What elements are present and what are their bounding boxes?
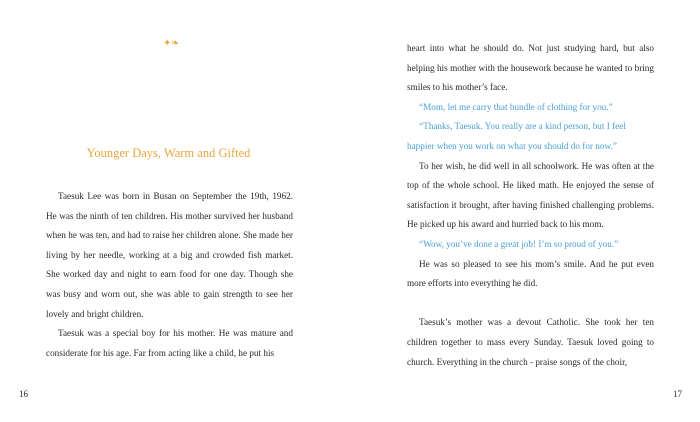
right-page <box>350 0 700 422</box>
page-number: 16 <box>19 389 28 399</box>
paragraph: To her wish, he did well in all schoolwork. He was often at the top of the whole school. He liked math. He enjoyed the sense of satisfaction it brought, after having finished challenging problems. He picked up his award and hurried back to his mom. <box>407 160 654 230</box>
dialogue-line: “Thanks, Taesuk. You really are a kind person, but I feel happier when you work on what you should do for now.” <box>407 121 626 151</box>
paragraph: heart into what he should do. Not just studying hard, but also helping his mother with the housework because he wanted to bring smiles to his mother’s face. <box>407 43 654 93</box>
section-break <box>407 294 654 314</box>
left-page-body <box>46 187 293 363</box>
page-number: 17 <box>673 389 682 399</box>
paragraph: Taesuk was a special boy for his mother. He was mature and considerate for his age. Far from acting like a child, he put his <box>46 328 293 358</box>
chapter-title: Younger Days, Warm and Gifted <box>86 146 251 160</box>
chapter-ornament-icon: ✦❧ <box>163 38 179 49</box>
dialogue-line: “Mom, let me carry that bundle of clothing for you.” <box>419 101 613 112</box>
paragraph: Taesuk’s mother was a devout Catholic. She took her ten children together to mass every Sunday. Taesuk loved going to church. Everything in the church - praise songs of the choir, <box>407 317 654 367</box>
dialogue-line: “Wow, you’ve done a great job! I’m so proud of you.” <box>419 238 619 249</box>
right-page-body <box>407 39 654 372</box>
paragraph: Taesuk Lee was born in Busan on September the 19th, 1962. He was the ninth of ten children. His mother survived her husband when he was ten, and had to raise her children alone. She made her living by her needle, working at a big and crowded fish market. She worked day and night to earn food for one day. Though she was busy and worn out, she was able to gain strength to see her lovely and bright children. <box>46 191 293 319</box>
paragraph: He was so pleased to see his mom’s smile. And he put even more efforts into everything he did. <box>407 258 654 289</box>
